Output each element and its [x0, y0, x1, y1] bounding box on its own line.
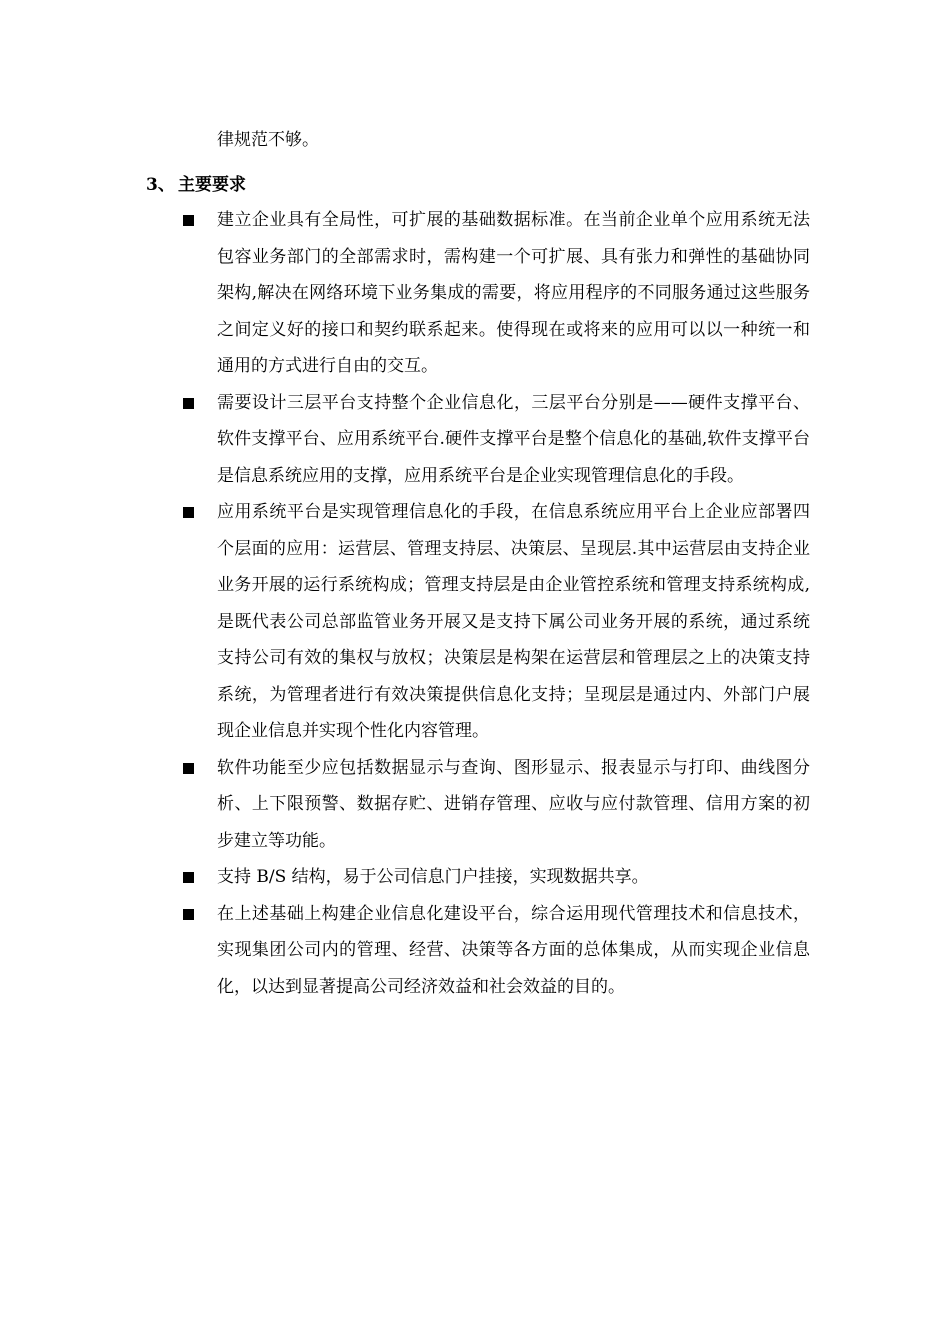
list-item	[180, 494, 810, 750]
list-item-text: 需要设计三层平台支持整个企业信息化，三层平台分别是——硬件支撑平台、软件支撑平台、应用系统平台.硬件支撑平台是整个信息化的基础,软件支撑平台是信息系统应用的支撑，应用系统平台是企业实现管理信息化的手段。	[217, 392, 810, 486]
section-number: 3、	[146, 175, 175, 195]
square-bullet-icon	[183, 909, 194, 920]
list-item	[180, 385, 810, 495]
list-item-text: 在上述基础上构建企业信息化建设平台，综合运用现代管理技术和信息技术，实现集团公司内的管理、经营、决策等各方面的总体集成，从而实现企业信息化，以达到显著提高公司经济效益和社会效益的目的。	[217, 903, 810, 997]
square-bullet-icon	[183, 872, 194, 883]
list-item-text: 软件功能至少应包括数据显示与查询、图形显示、报表显示与打印、曲线图分析、上下限预警、数据存贮、进销存管理、应收与应付款管理、信用方案的初步建立等功能。	[217, 757, 810, 851]
section-heading	[146, 171, 246, 199]
list-item-text: 支持 B/S 结构，易于公司信息门户挂接，实现数据共享。	[217, 867, 649, 887]
square-bullet-icon	[183, 215, 194, 226]
list-item	[180, 896, 810, 1006]
requirements-list	[180, 202, 810, 1005]
list-item	[180, 202, 810, 385]
list-item	[180, 750, 810, 860]
list-item-text: 应用系统平台是实现管理信息化的手段，在信息系统应用平台上企业应部署四个层面的应用：运营层、管理支持层、决策层、呈现层.其中运营层由支持企业业务开展的运行系统构成；管理支持层是由企业管控系统和管理支持系统构成,是既代表公司总部监管业务开展又是支持下属公司业务开展的系统，通过系统支持公司有效的集权与放权；决策层是构架在运营层和管理层之上的决策支持系统，为管理者进行有效决策提供信息化支持；呈现层是通过内、外部门户展现企业信息并实现个性化内容管理。	[217, 502, 810, 741]
continuation-text: 律规范不够。	[217, 130, 319, 150]
list-item	[180, 859, 810, 896]
square-bullet-icon	[183, 763, 194, 774]
square-bullet-icon	[183, 398, 194, 409]
section-title: 主要要求	[178, 175, 246, 195]
list-item-text: 建立企业具有全局性，可扩展的基础数据标准。在当前企业单个应用系统无法包容业务部门的全部需求时，需构建一个可扩展、具有张力和弹性的基础协同架构,解决在网络环境下业务集成的需要，将应用程序的不同服务通过这些服务之间定义好的接口和契约联系起来。使得现在或将来的应用可以以一种统一和通用的方式进行自由的交互。	[217, 210, 810, 376]
square-bullet-icon	[183, 507, 194, 518]
